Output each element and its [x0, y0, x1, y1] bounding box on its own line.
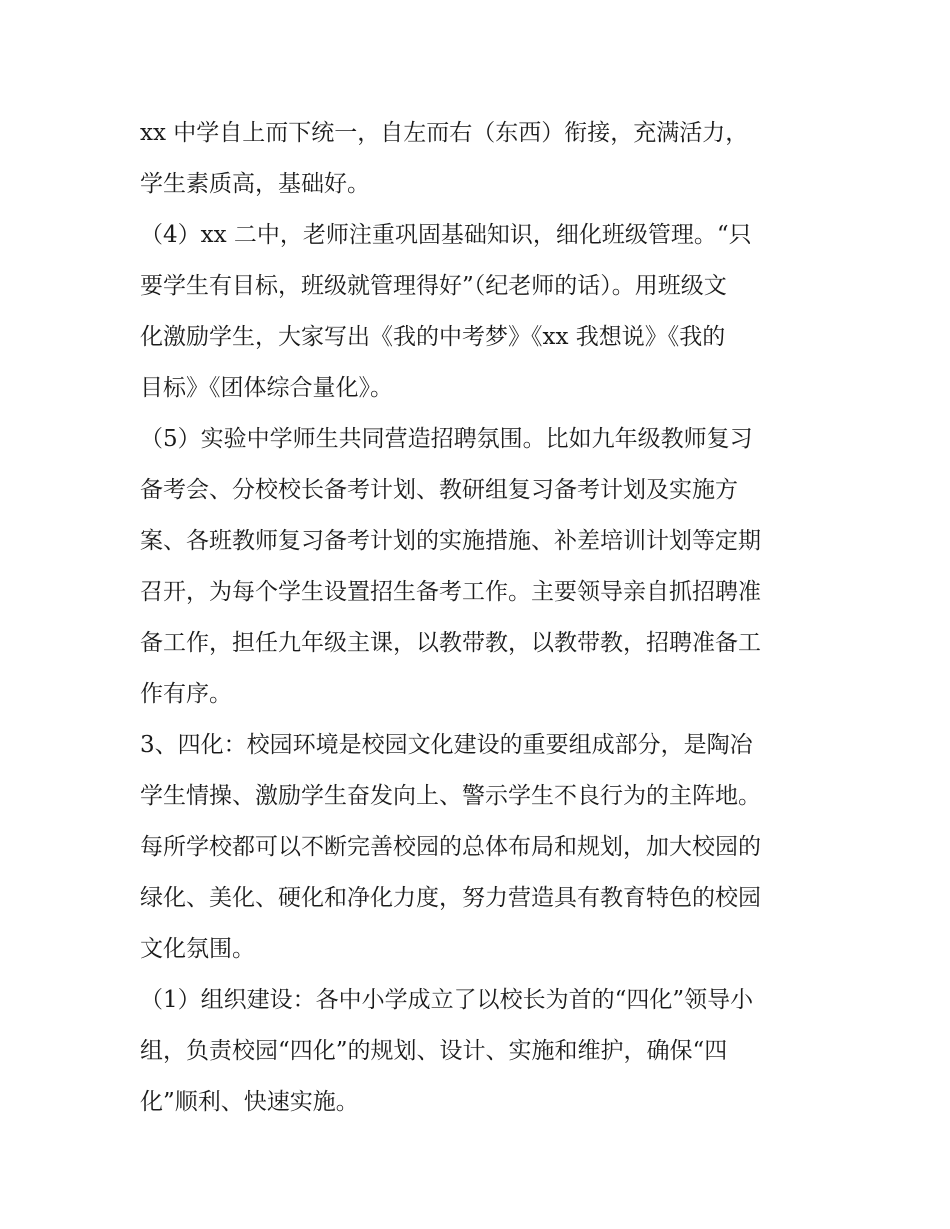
text-line: 化”顺利、快速实施。: [140, 1089, 359, 1115]
text-line: 召开，为每个学生设置招生备考工作。主要领导亲自抓招聘准: [140, 579, 761, 605]
text-line: 化激励学生，大家写出《我的中考梦》《xx 我想说》《我的: [140, 324, 726, 350]
text-line: 案、各班教师复习备考计划的实施措施、补差培训计划等定期: [140, 528, 761, 554]
text-line: 要学生有目标，班级就管理得好”（纪老师的话）。用班级文: [140, 273, 727, 299]
text-line: 文化氛围。: [140, 936, 255, 962]
text-line: （4）xx 二中，老师注重巩固基础知识，细化班级管理。“只: [140, 222, 752, 248]
text-line: 目标》《团体综合量化》。: [140, 375, 393, 401]
text-line: 备考会、分校校长备考计划、教研组复习备考计划及实施方: [140, 477, 738, 503]
text-line: 作有序。: [140, 681, 232, 707]
text-line: 备工作，担任九年级主课，以教带教，以教带教，招聘准备工: [140, 630, 761, 656]
text-line: 学生素质高，基础好。: [140, 171, 370, 197]
text-line: xx 中学自上而下统一，自左而右（东西）衔接，充满活力，: [140, 120, 749, 146]
text-line: （5）实验中学师生共同营造招聘氛围。比如九年级教师复习: [140, 426, 753, 452]
text-line: 组，负责校园“四化”的规划、设计、实施和维护，确保“四: [140, 1038, 728, 1064]
text-line: 3、四化：校园环境是校园文化建设的重要组成部分，是陶冶: [140, 732, 753, 758]
text-line: 绿化、美化、硬化和净化力度，努力营造具有教育特色的校园: [140, 885, 761, 911]
text-line: 每所学校都可以不断完善校园的总体布局和规划，加大校园的: [140, 834, 761, 860]
text-line: 学生情操、激励学生奋发向上、警示学生不良行为的主阵地。: [140, 783, 761, 809]
text-line: （1）组织建设：各中小学成立了以校长为首的“四化”领导小: [140, 987, 754, 1013]
document-body: [140, 108, 830, 1128]
